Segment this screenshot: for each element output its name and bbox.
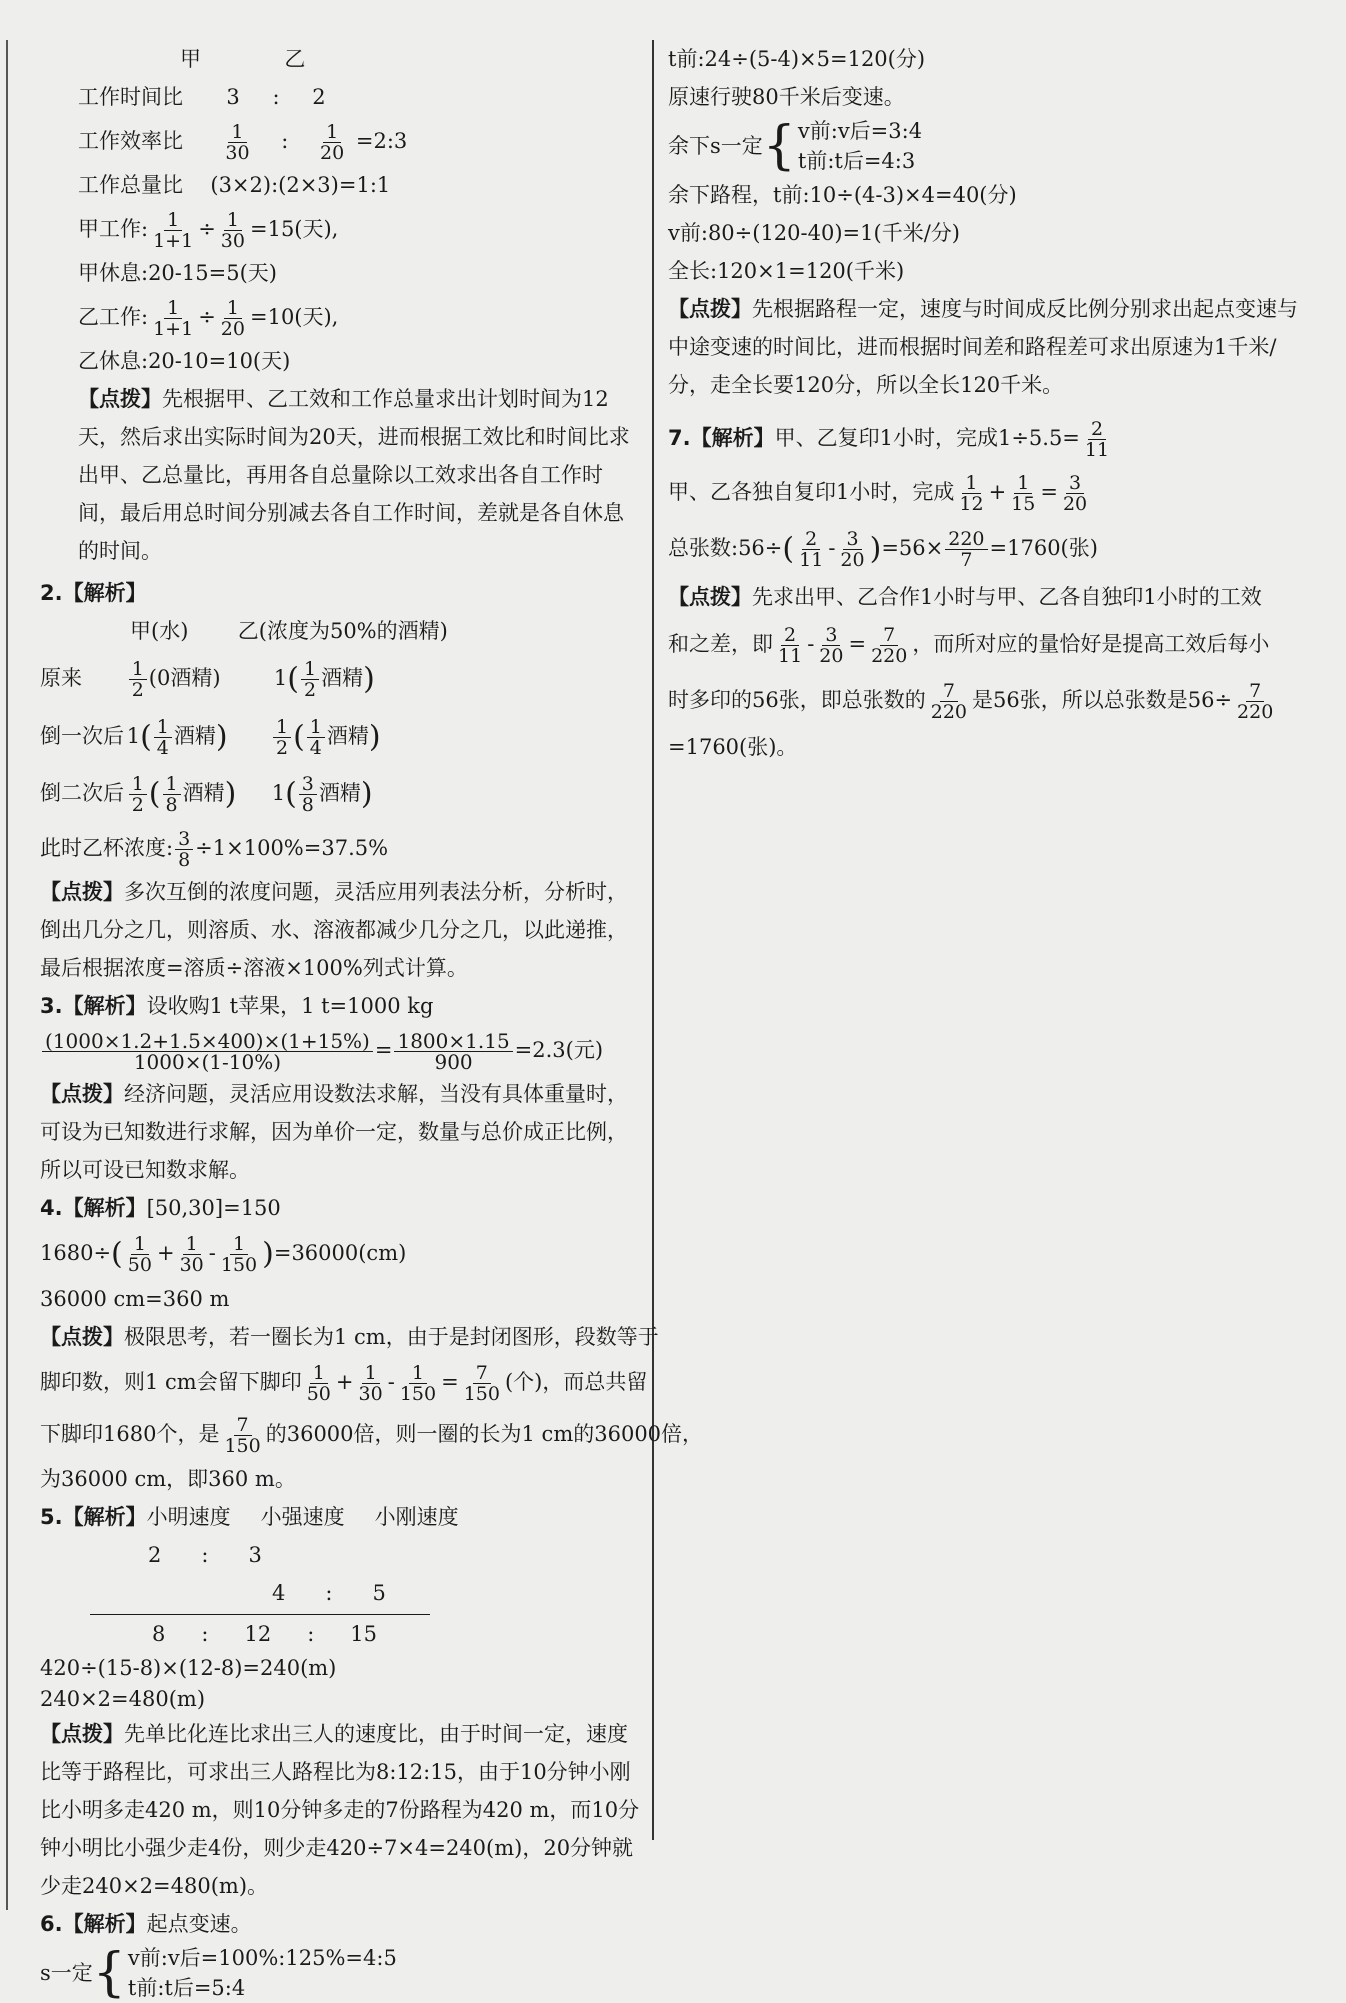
q1-solution: 甲 乙 工作时间比 3 : 2 工作效率比 $\frac{1}{30}$ : $\frac{1}{20}$ =2:3 工作总量比 (3×2):(2×3)=1:1 甲工作: $\frac{1}{1+1}$ ÷ $\frac{1}{30}$ =15(天), 甲休息:20-15=5(天) 乙工作: $\frac{1}{1+1}$ ÷ $\frac{1}{20}$ =10(天), 乙休息:20-10=10(天) 【点拨】先根据甲、乙工效和工作总量求出计划时间为12天，然后求出实际时间为20天，进而根据工效比和时间比求出甲、乙总量比，再用各自总量除以工效求出各自工作时间，最后用总时间分别减去各自工作时间，差就是各自休息的时间。 (40, 40, 640, 570)
q4-tip-p4: 为36000 cm，即360 m。 (40, 1467, 296, 1491)
q6c-line4: v前:80÷(120-40)=1(千米/分) (668, 221, 960, 245)
q2-conc-label: 此时乙杯浓度: (40, 835, 174, 860)
q7-tip-p1: 先求出甲、乙合作1小时与甲、乙各自独印1小时的工效 (752, 584, 1262, 609)
q5-r3-c2: : (307, 1622, 315, 1646)
q1-tip-tag: 【点拨】 (78, 387, 162, 411)
q6c-line5: 全长:120×1=120(千米) (668, 259, 905, 283)
q5-r2-colon: : (325, 1581, 333, 1605)
q7-line2: 甲、乙各独自复印1小时，完成 (668, 480, 955, 504)
page-edge-rule (6, 40, 8, 1910)
q4-expr-pre: 1680÷ (40, 1240, 112, 1265)
q1-eff-frac-1: $\frac{1}{30}$ (225, 121, 250, 164)
q2-row2-yi-jiu: 酒精 (326, 723, 369, 748)
q3-line1: 设收购1 t苹果，1 t=1000 kg (146, 993, 434, 1018)
q3-number: 3. (40, 993, 63, 1018)
q7-tip-p3-mid: 是56张，所以总张数是56÷ (972, 687, 1233, 712)
q6-s-label: s一定 (40, 1961, 93, 1985)
q7-line3-post: =1760(张) (989, 536, 1098, 560)
q6c-tip (668, 290, 1318, 404)
q4-tip-p1: 极限思考，若一圈长为1 cm，由于是封闭图形，段数等于 (124, 1325, 659, 1349)
q1-time-label: 工作时间比 (78, 85, 183, 109)
q7-number: 7. (668, 426, 691, 450)
q1-tip (40, 380, 640, 570)
q1-tip-text: 先根据甲、乙工效和工作总量求出计划时间为12天，然后求出实际时间为20天，进而根据工效比和时间比求出甲、乙总量比，再用各自总量除以工效求出各自工作时间，最后用总时间分别减去各自工作时间，差就是各自休息的时间。 (78, 387, 630, 563)
q2-row2-label: 倒一次后 (40, 723, 124, 748)
q2-tip (40, 873, 640, 987)
q2-row3-yi-jiu: 酒精 (318, 781, 361, 805)
q3-frac-2: $\frac{1800\times 1.15}{900}$ (394, 1031, 512, 1072)
q5-r2-b: 5 (372, 1581, 386, 1605)
q6c-v-ratio: v前:v后=3:4 (797, 119, 923, 143)
q2-row1-yi-jiu: 酒精 (321, 666, 364, 690)
q1-header-yi: 乙 (284, 47, 306, 71)
q5-header-2: 小强速度 (260, 1505, 345, 1529)
q7-tip-p2-post: ，而所对应的量恰好是提高工效后每小 (912, 631, 1270, 656)
q5-calc2: 240×2=480(m) (40, 1687, 206, 1711)
right-column (668, 40, 1318, 766)
q1-jia-work-label: 甲工作: (78, 217, 149, 241)
q1-yi-work-result: =10(天), (249, 305, 339, 329)
q4-line1: [50,30]=150 (146, 1195, 281, 1220)
q3-solution (40, 987, 640, 1189)
q1-jia-rest: 甲休息:20-15=5(天) (78, 261, 277, 285)
q1-yi-rest: 乙休息:20-10=10(天) (78, 349, 291, 373)
q7-tip-p3-pre: 时多印的56张，即总张数的 (668, 687, 926, 712)
q7-line3-pre: 总张数:56÷ (668, 536, 783, 560)
q6c-s-label: 余下s一定 (668, 134, 763, 158)
q1-jia-frac-2: $\frac{1}{30}$ (220, 209, 245, 252)
q1-time-yi: 2 (312, 85, 326, 109)
q1-header-jia: 甲 (180, 47, 201, 71)
q2-row1-label: 原来 (40, 666, 82, 690)
q6c-tip-text: 先根据路程一定，速度与时间成反比例分别求出起点变速与中途变速的时间比，进而根据时间差和路程差可求出原速为1千米/分，走全长要120分，所以全长120千米。 (668, 297, 1298, 397)
q7-tag: 【解析】 (690, 426, 775, 450)
q4-tip-p2-pre: 脚印数，则1 cm会留下脚印 (40, 1370, 302, 1394)
q4-tip-p3-post: 的36000倍，则一圈的长为1 cm的36000倍， (265, 1422, 704, 1446)
q5-r3-c: 15 (350, 1622, 377, 1646)
q2-solution: 2.【解析】 甲(水) 乙(浓度为50%的酒精) 原来 $\frac{1}{2}$ (0酒精) 1( $\frac{1}{2}$ 酒精) 倒一次后 1( $\frac{1}{4}$ 酒精) $\frac{1}{2}$ ( $\frac{1}{4}$ 酒精) 倒二次后 $\frac{1}{2}$ ( $\frac{1}{8}$ 酒精) 1( $\frac{3}{8}$ 酒精) 此时乙杯浓度: $\frac{3}{8}$ ÷1×100%=37.5% 【点拨】多次互倒的浓度问题，灵活应用列表法分析，分析时，倒出几分之几，则溶质、水、溶液都减少几分之几，以此递推，最后根据浓度=溶质÷溶液×100%列式计算。 (40, 574, 640, 987)
q5-header-3: 小刚速度 (374, 1505, 459, 1529)
q6c-tip-tag: 【点拨】 (668, 297, 752, 321)
q3-tip-text: 经济问题，灵活应用设数法求解，当没有具体重量时，可设为已知数进行求解，因为单价一定，数量与总价成正比例，所以可设已知数求解。 (40, 1081, 628, 1182)
q3-eq: = (374, 1037, 393, 1062)
q2-tag: 【解析】 (62, 581, 147, 605)
q2-row3-label: 倒二次后 (40, 781, 124, 805)
q1-total-expr: (3×2):(2×3)=1:1 (210, 173, 391, 197)
q3-result: =2.3(元) (514, 1037, 604, 1062)
q2-tip-text: 多次互倒的浓度问题，灵活应用列表法分析，分析时，倒出几分之几，则溶质、水、溶液都减少几分之几，以此递推，最后根据浓度=溶质÷溶液×100%列式计算。 (40, 879, 628, 980)
q5-r1-b: 3 (248, 1543, 262, 1567)
q6c-line2: 原速行驶80千米后变速。 (668, 85, 905, 109)
q5-header-1: 小明速度 (146, 1505, 231, 1529)
q1-yi-frac-1: $\frac{1}{1+1}$ (153, 297, 194, 340)
q4-tip-p3-pre: 下脚印1680个，是 (40, 1422, 220, 1446)
q6-number: 6. (40, 1912, 63, 1936)
q6-t-ratio: t前:t后=5:4 (127, 1976, 246, 2000)
q4-tag: 【解析】 (62, 1195, 147, 1220)
q5-r3-a: 8 (152, 1622, 166, 1646)
q4-solution: 4.【解析】[50,30]=150 1680÷( $\frac{1}{50}$ + $\frac{1}{30}$ - $\frac{1}{150}$ )=36000(cm) 36000 cm=360 m 【点拨】极限思考，若一圈长为1 cm，由于是封闭图形，段数等于 脚印数，则1 cm会留下脚印 $\frac{1}{50}$ + $\frac{1}{30}$ - $\frac{1}{150}$ = $\frac{7}{150}$ (个)，而总共留 下脚印1680个，是 $\frac{7}{150}$ 的36000倍，则一圈的长为1 cm的36000倍， 为36000 cm，即360 m。 (40, 1189, 640, 1499)
q6-tag: 【解析】 (62, 1912, 147, 1936)
q7-solution: 7.【解析】甲、乙复印1小时，完成1÷5.5= $\frac{2}{11}$ 甲、乙各独自复印1小时，完成 $\frac{1}{12}$ + $\frac{1}{15}$ = $\frac{3}{20}$ 总张数:56÷( $\frac{2}{11}$ - $\frac{3}{20}$ )=56× $\frac{220}{7}$ =1760(张) 【点拨】先求出甲、乙合作1小时与甲、乙各自独印1小时的工效 和之差，即 $\frac{2}{11}$ - $\frac{3}{20}$ = $\frac{7}{220}$ ，而所对应的量恰好是提高工效后每小 时多印的56张，即总张数的 $\frac{7}{220}$ 是56张，所以总张数是56÷ $\frac{7}{220}$ =1760(张)。 (668, 412, 1318, 766)
column-divider (652, 40, 654, 1840)
q4-line3: 36000 cm=360 m (40, 1287, 230, 1311)
q5-tip-text: 先单比化连比求出三人的速度比，由于时间一定，速度比等于路程比，可求出三人路程比为8:12:15，由于10分钟小刚比小明多走420 m，则10分钟多走的7份路程为420 m，而10分钟小明比小强少走4份，则少走420÷7×4=240(m)，20分钟就少走240×2=480(m)。 (40, 1722, 640, 1898)
q5-r3-c1: : (201, 1622, 209, 1646)
q7-tip-tag: 【点拨】 (668, 584, 752, 609)
q5-tag: 【解析】 (62, 1505, 147, 1529)
q4-tip-p2-post: (个)，而总共留 (504, 1370, 648, 1394)
q5-calc1: 420÷(15-8)×(12-8)=240(m) (40, 1656, 337, 1680)
q2-row2-jia-jiu: 酒精 (173, 723, 216, 748)
q4-expr-result: =36000(cm) (273, 1240, 407, 1265)
q1-total-label: 工作总量比 (78, 173, 183, 197)
q2-header-yi: 乙(浓度为50%的酒精) (237, 619, 448, 643)
q6-v-ratio: v前:v后=100%:125%=4:5 (127, 1946, 397, 1970)
q7-tip-p2-pre: 和之差，即 (668, 631, 773, 656)
q4-number: 4. (40, 1195, 63, 1220)
q4-tip-tag: 【点拨】 (40, 1325, 124, 1349)
q1-eff-result: =2:3 (355, 129, 408, 153)
left-column (40, 40, 704, 2003)
q5-r1-colon: : (201, 1543, 209, 1567)
q1-yi-frac-2: $\frac{1}{20}$ (220, 297, 245, 340)
q5-tip (40, 1715, 640, 1905)
q6-line1: 起点变速。 (146, 1912, 252, 1936)
q2-conc-result: ÷1×100%=37.5% (195, 835, 389, 860)
q7-line1: 甲、乙复印1小时，完成1÷5.5= (774, 426, 1080, 450)
q3-tag: 【解析】 (62, 993, 147, 1018)
q6-continued: t前:24÷(5-4)×5=120(分) 原速行驶80千米后变速。 余下s一定 { v前:v后=3:4 t前:t后=4:3 余下路程，t前:10÷(4-3)×4=40(分) v前:80÷(120-40)=1(千米/分) 全长:120×1=120(千米) 【点拨】先根据路程一定，速度与时间成反比例分别求出起点变速与中途变速的时间比，进而根据时间差和路程差可求出原速为1千米/分，走全长要120分，所以全长120千米。 (668, 40, 1318, 404)
q2-row1-jia: (0酒精) (148, 666, 221, 690)
q1-eff-frac-2: $\frac{1}{20}$ (320, 121, 345, 164)
q1-yi-work-label: 乙工作: (78, 305, 149, 329)
q5-r3-b: 12 (244, 1622, 272, 1646)
q2-header-jia: 甲(水) (130, 619, 189, 643)
q6c-t-ratio: t前:t后=4:3 (797, 149, 916, 173)
q5-tip-tag: 【点拨】 (40, 1722, 124, 1746)
q2-row3-jia-jiu: 酒精 (182, 781, 225, 805)
q6-solution: 6.【解析】起点变速。 s一定 { v前:v后=100%:125%=4:5 t前:t后=5:4 (40, 1912, 397, 2003)
q6c-line1: t前:24÷(5-4)×5=120(分) (668, 47, 926, 71)
q3-frac-1: $\frac{(1000\times 1.2+1.5\times 400)\times(1+15\%)}{1000\times(1-10\%)}$ (42, 1031, 373, 1072)
q1-jia-work-result: =15(天), (249, 217, 339, 241)
q5-number: 5. (40, 1505, 63, 1529)
q3-tip (40, 1075, 640, 1189)
q6c-line3: 余下路程，t前:10÷(4-3)×4=40(分) (668, 183, 1017, 207)
q1-eff-label: 工作效率比 (78, 129, 183, 153)
q1-time-colon: : (272, 85, 280, 109)
q2-tip-tag: 【点拨】 (40, 879, 124, 904)
q7-tip-p4: =1760(张)。 (668, 734, 798, 759)
q5-r2-a: 4 (272, 1581, 286, 1605)
q5-r1-a: 2 (148, 1543, 162, 1567)
q5-solution (40, 1498, 640, 1905)
q3-tip-tag: 【点拨】 (40, 1081, 124, 1106)
q2-number: 2. (40, 581, 63, 605)
q1-time-jia: 3 (226, 85, 240, 109)
q1-jia-frac-1: $\frac{1}{1+1}$ (153, 209, 194, 252)
